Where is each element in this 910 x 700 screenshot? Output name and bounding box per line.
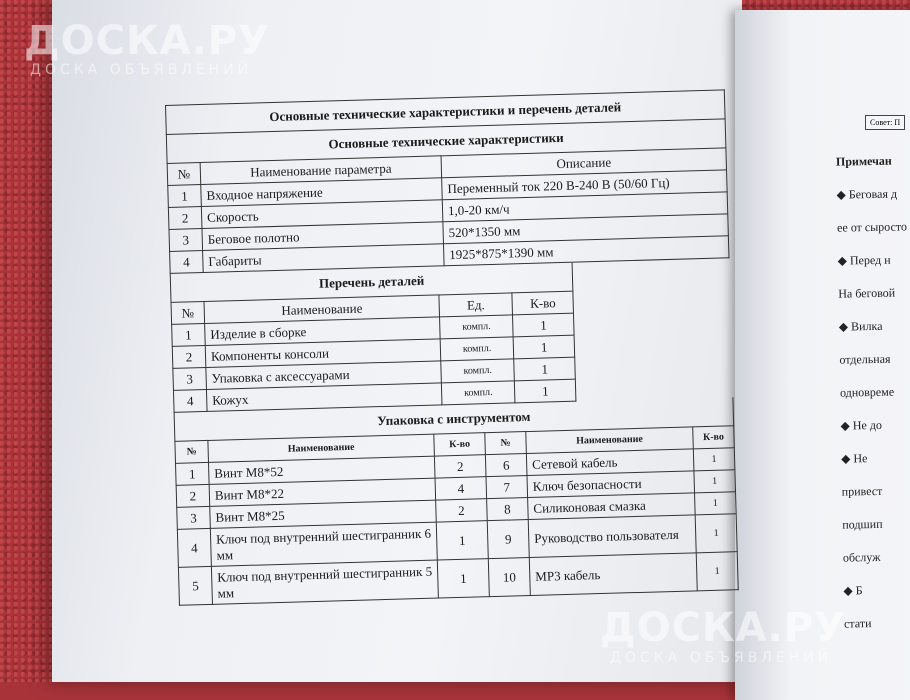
- right-line: отдельная: [839, 351, 891, 367]
- right-line: ◆ Беговая д: [836, 186, 898, 202]
- table-row: 4 Кожух компл. 1: [173, 379, 576, 412]
- tools-table: Упаковка с инструментом № Наименование К-во № Наименование К-во 1 Винт М8*52 2 6 Сетевой кабель 1 2 Винт М8*22 4 7 Ключ безопасности 1 3 Винт М8*25 2 8 Силиконовая смазка 1 4 Ключ под внутренний шестигранник 6 мм 1 9 Руководство пользователя 1 5 Ключ под внутренний шестигранник 5 мм 1 10 МР3 кабель 1: [174, 397, 739, 606]
- table-row: 1 Входное напряжение Переменный ток 220 В-240 В (50/60 Гц): [168, 170, 727, 208]
- parts-table: Перечень деталей № Наименование Ед. К-во 1 Изделие в сборке компл. 1 2 Компоненты консоли компл. 1 3 Упаковка с аксессуарами компл. 1 4 Кожух компл. 1: [170, 263, 577, 413]
- main-title: Основные технические характеристики и перечень деталей: [166, 90, 726, 135]
- spec-table: [165, 89, 730, 274]
- right-line: обслуж: [842, 549, 881, 565]
- right-page-text: [836, 144, 910, 640]
- right-line: ◆ Вилка: [838, 318, 883, 334]
- table-row: 4 Габариты 1925*875*1390 мм: [170, 236, 729, 274]
- table-row: 2 Скорость 1,0-20 км/ч: [168, 192, 727, 230]
- table-row: 1 Изделие в сборке компл. 1: [172, 313, 575, 346]
- table-row: 3 Упаковка с аксессуарами компл. 1: [173, 357, 576, 390]
- watermark-brand-bottom: ДОСКА.РУ: [600, 605, 846, 651]
- watermark-brand: ДОСКА.РУ: [24, 18, 270, 64]
- table-row: 5 Ключ под внутренний шестигранник 5 мм 1 10 МР3 кабель 1: [178, 552, 738, 606]
- watermark-tagline-bottom: ДОСКА ОБЪЯВЛЕНИЙ: [610, 650, 833, 666]
- table-row: 1 Винт М8*52 2 6 Сетевой кабель 1: [176, 448, 735, 486]
- spec-section-title: Основные технические характеристики: [166, 119, 726, 164]
- col-desc: Описание: [441, 148, 727, 178]
- watermark-tagline: ДОСКА ОБЪЯВЛЕНИЙ: [30, 62, 253, 78]
- table-row: 3 Винт М8*25 2 8 Силиконовая смазка 1: [177, 492, 736, 530]
- right-line: На беговой: [838, 285, 896, 301]
- right-line: ◆ Не до: [840, 417, 883, 433]
- spec-document: [165, 89, 739, 614]
- col-param-name: Наименование параметра: [200, 156, 442, 185]
- right-line: ◆ Перед н: [837, 252, 891, 268]
- right-line: ◆ Не: [841, 451, 868, 466]
- right-line: подшип: [842, 516, 883, 532]
- tools-section-title: Упаковка с инструментом: [174, 397, 734, 441]
- parts-section-title: Перечень деталей: [170, 263, 573, 303]
- sovet-box: Совет: П: [865, 115, 905, 130]
- table-row: 2 Винт М8*22 4 7 Ключ безопасности 1: [176, 470, 735, 508]
- right-line: Примечан: [835, 153, 892, 169]
- right-line: привест: [841, 483, 883, 499]
- right-line: ее от сыросто: [836, 219, 908, 235]
- col-num: №: [167, 163, 201, 186]
- table-row: 4 Ключ под внутренний шестигранник 6 мм 1 9 Руководство пользователя 1: [177, 514, 737, 568]
- right-line: одновреме: [839, 384, 895, 400]
- right-line: стати: [843, 616, 872, 631]
- table-row: 3 Беговое полотно 520*1350 мм: [169, 214, 728, 252]
- table-row: 2 Компоненты консоли компл. 1: [172, 335, 575, 368]
- right-line: ◆ Б: [843, 583, 863, 598]
